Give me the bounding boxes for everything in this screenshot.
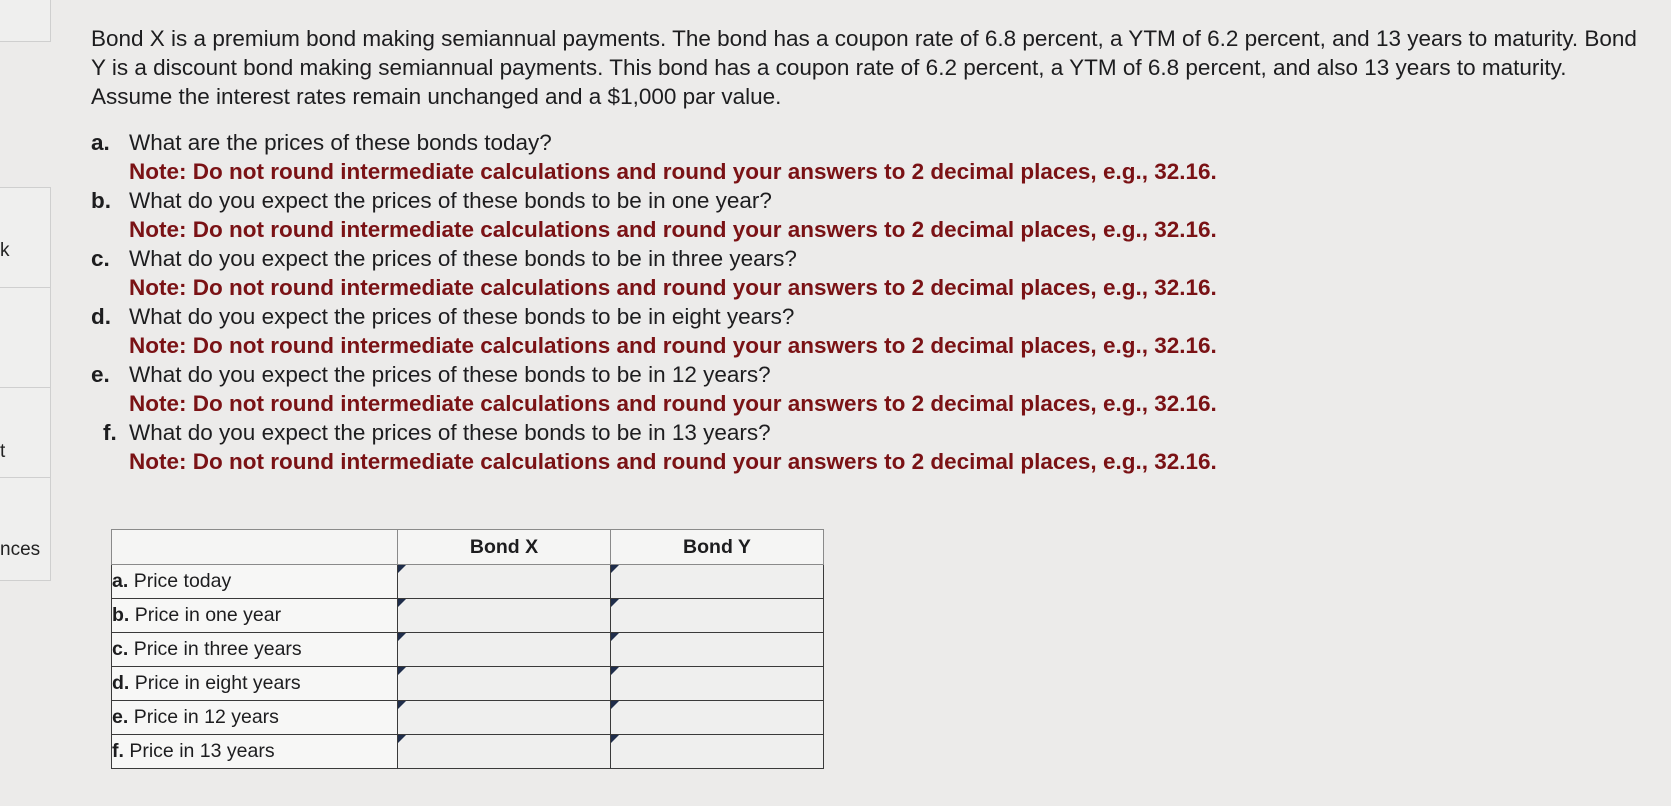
row-label — [112, 599, 398, 633]
row-letter: f. — [112, 740, 124, 762]
question-b — [91, 186, 1651, 244]
sidebar-tab-1[interactable] — [0, 187, 51, 289]
row-label-text: Price in 12 years — [133, 706, 279, 728]
question-letter: e. — [91, 362, 110, 387]
bond-y-input[interactable] — [611, 633, 824, 667]
sidebar-label: nces — [0, 539, 41, 560]
table-row — [112, 701, 824, 735]
row-label — [112, 667, 398, 701]
table-row — [112, 667, 824, 701]
row-label — [112, 735, 398, 769]
question-f — [91, 418, 1651, 476]
question-panel — [91, 24, 1651, 476]
row-label-text: Price today — [133, 570, 232, 592]
question-e — [91, 360, 1651, 418]
row-label — [112, 565, 398, 599]
question-text: What do you expect the prices of these bonds to be in one year? — [129, 188, 772, 213]
question-letter: b. — [91, 188, 111, 213]
sidebar-tab-3[interactable] — [0, 387, 51, 479]
bond-y-input[interactable] — [611, 701, 824, 735]
question-letter: f. — [103, 420, 117, 445]
table-row — [112, 565, 824, 599]
table-row — [112, 735, 824, 769]
table-header-row — [112, 530, 824, 565]
question-letter: d. — [91, 304, 111, 329]
rounding-note: Note: Do not round intermediate calculations and round your answers to 2 decimal places, e.g., 32.16. — [129, 333, 1217, 358]
question-d — [91, 302, 1651, 360]
sidebar-tab-top[interactable] — [0, 0, 51, 42]
row-letter: a. — [112, 570, 129, 592]
bond-x-input[interactable] — [398, 735, 611, 769]
bond-x-input[interactable] — [398, 599, 611, 633]
bond-x-input[interactable] — [398, 701, 611, 735]
row-letter: c. — [112, 638, 129, 660]
sidebar-label: k — [0, 240, 10, 261]
row-label-text: Price in three years — [133, 638, 302, 660]
question-text: What do you expect the prices of these bonds to be in eight years? — [129, 304, 795, 329]
rounding-note: Note: Do not round intermediate calculations and round your answers to 2 decimal places, e.g., 32.16. — [129, 217, 1217, 242]
question-list — [91, 128, 1651, 476]
row-label — [112, 701, 398, 735]
table-row — [112, 599, 824, 633]
sidebar-tab-4[interactable] — [0, 477, 51, 581]
rounding-note: Note: Do not round intermediate calculations and round your answers to 2 decimal places, e.g., 32.16. — [129, 391, 1217, 416]
row-letter: b. — [112, 604, 130, 626]
bond-y-input[interactable] — [611, 565, 824, 599]
row-label-text: Price in 13 years — [129, 740, 275, 762]
row-label-text: Price in one year — [134, 604, 282, 626]
bond-x-input[interactable] — [398, 565, 611, 599]
rounding-note: Note: Do not round intermediate calculations and round your answers to 2 decimal places, e.g., 32.16. — [129, 449, 1217, 474]
question-letter: a. — [91, 130, 110, 155]
question-text: What do you expect the prices of these bonds to be in three years? — [129, 246, 797, 271]
question-a — [91, 128, 1651, 186]
question-text: What are the prices of these bonds today? — [129, 130, 552, 155]
row-label — [112, 633, 398, 667]
rounding-note: Note: Do not round intermediate calculations and round your answers to 2 decimal places, e.g., 32.16. — [129, 275, 1217, 300]
question-text: What do you expect the prices of these bonds to be in 12 years? — [129, 362, 771, 387]
bond-y-input[interactable] — [611, 599, 824, 633]
left-sidebar — [0, 0, 52, 806]
problem-intro: Bond X is a premium bond making semiannual payments. The bond has a coupon rate of 6.8 percent, a YTM of 6.2 percent, and 13 years to maturity. Bond Y is a discount bond making semiannual payments. This bond has a coupon rate of 6.2 percent, a YTM of 6.8 percent, and also 13 years to maturity. Assume the interest rates remain unchanged and a $1,000 par value. — [91, 26, 1637, 109]
question-c — [91, 244, 1651, 302]
header-corner — [112, 530, 398, 565]
bond-x-input[interactable] — [398, 667, 611, 701]
question-letter: c. — [91, 246, 110, 271]
header-bond-x: Bond X — [398, 530, 611, 565]
sidebar-label: t — [0, 441, 6, 462]
row-letter: e. — [112, 706, 129, 728]
answer-table — [111, 529, 824, 769]
sidebar-tab-2[interactable] — [0, 287, 51, 389]
bond-x-input[interactable] — [398, 633, 611, 667]
question-text: What do you expect the prices of these bonds to be in 13 years? — [129, 420, 771, 445]
row-label-text: Price in eight years — [134, 672, 301, 694]
header-bond-y: Bond Y — [611, 530, 824, 565]
rounding-note: Note: Do not round intermediate calculations and round your answers to 2 decimal places, e.g., 32.16. — [129, 159, 1217, 184]
bond-y-input[interactable] — [611, 667, 824, 701]
table-row — [112, 633, 824, 667]
row-letter: d. — [112, 672, 130, 694]
bond-y-input[interactable] — [611, 735, 824, 769]
